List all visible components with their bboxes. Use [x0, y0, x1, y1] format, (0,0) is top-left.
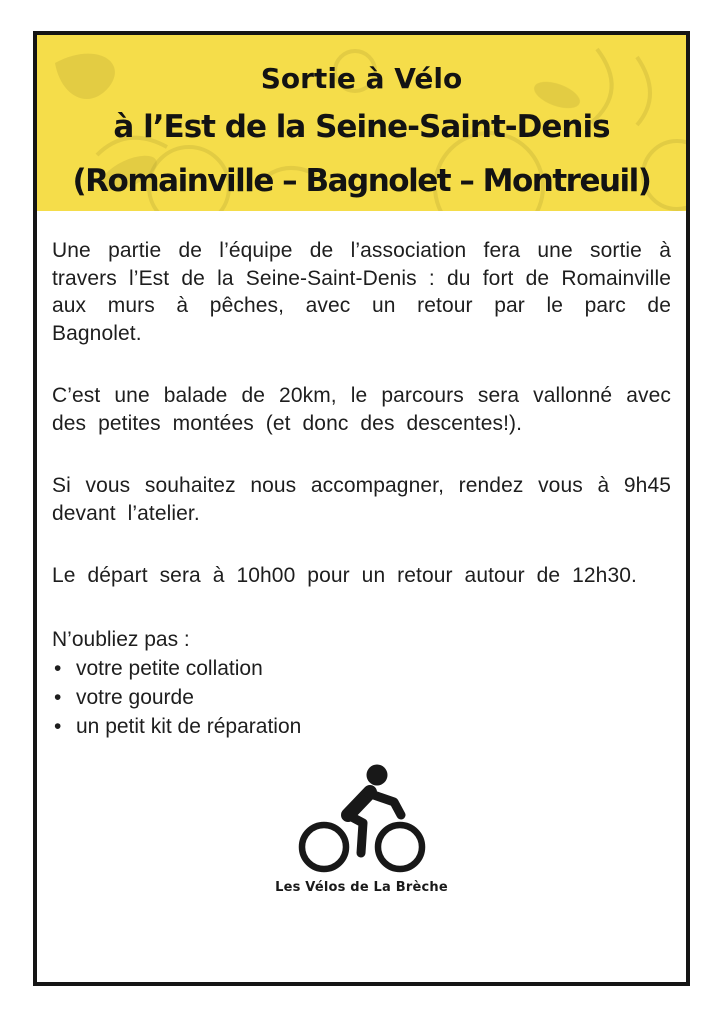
bullet-icon: •	[54, 685, 62, 709]
checklist-item-label: votre gourde	[76, 685, 194, 709]
banner-title-line-3: (Romainville – Bagnolet – Montreuil)	[72, 163, 651, 199]
bullet-icon: •	[54, 714, 62, 738]
logo-caption: Les Vélos de La Brèche	[275, 879, 448, 895]
paragraph-route: Une partie de l’équipe de l’association fera une sortie à travers l’Est de la Seine-Saint-Denis : du fort de Romainville aux murs à pêches, avec un retour par le parc de Bagnolet.	[52, 239, 671, 345]
banner-title-line-1: Sortie à Vélo	[260, 62, 463, 95]
paragraph-schedule: Le départ sera à 10h00 pour un retour autour de 12h30.	[52, 564, 637, 587]
banner-titles	[37, 35, 686, 209]
checklist-item-bottle	[52, 683, 671, 712]
cyclist-icon	[298, 763, 426, 875]
checklist-intro: N’oubliez pas :	[52, 627, 190, 651]
checklist-block	[52, 625, 671, 741]
paragraph-meeting: Si vous souhaitez nous accompagner, rendez vous à 9h45 devant l’atelier.	[52, 474, 671, 525]
checklist-item-label: un petit kit de réparation	[76, 714, 302, 738]
flyer-page	[33, 31, 690, 986]
bullet-icon: •	[54, 656, 62, 680]
paragraph-distance: C’est une balade de 20km, le parcours sera vallonné avec des petites montées (et donc des descentes!).	[52, 384, 671, 435]
checklist	[52, 654, 671, 741]
association-logo	[52, 763, 671, 895]
checklist-item-snack	[52, 654, 671, 683]
checklist-item-repair-kit	[52, 712, 671, 741]
checklist-item-label: votre petite collation	[76, 656, 263, 680]
flyer-body	[37, 211, 686, 895]
event-banner	[37, 35, 686, 211]
banner-title-line-2: à l’Est de la Seine-Saint-Denis	[113, 109, 610, 145]
